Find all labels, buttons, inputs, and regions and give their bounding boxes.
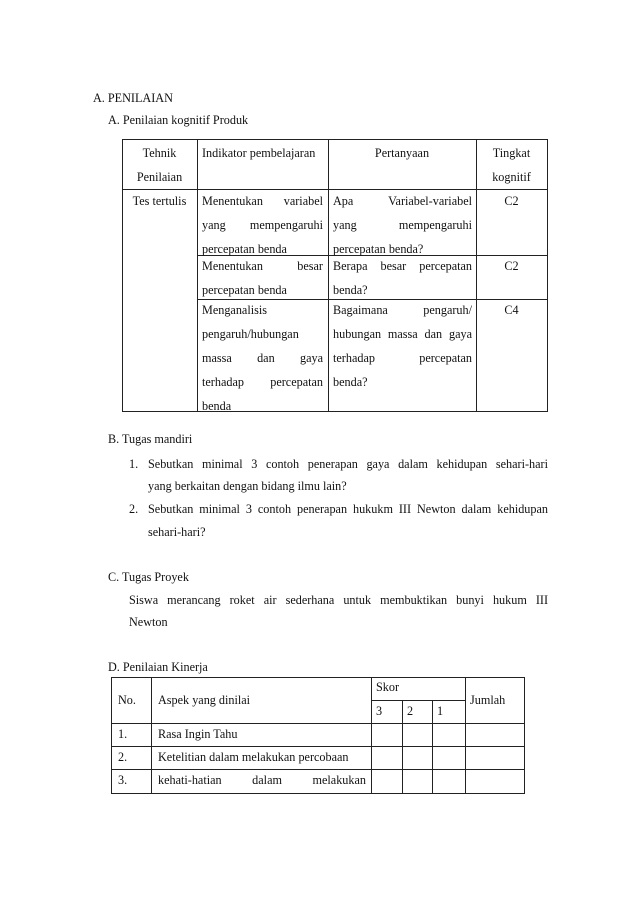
row1-indikator: Menentukan variabel yang mempengaruhi percepatan benda <box>202 194 323 256</box>
project-line2: Newton <box>129 615 168 629</box>
row2-pertanyaan: Berapa besar percepatan benda? <box>333 259 472 297</box>
perf-row2-aspek: Ketelitian dalam melakukan percobaan <box>158 750 349 764</box>
task-1-line2: yang berkaitan dengan bidang ilmu lain? <box>148 479 347 493</box>
task-2-number: 2. <box>129 502 139 516</box>
header-skor-1: 1 <box>437 704 444 718</box>
perf-row1-aspek: Rasa Ingin Tahu <box>158 727 238 741</box>
task-2-line2: sehari-hari? <box>148 525 206 539</box>
perf-row3-aspek: kehati-hatian dalam melakukan <box>158 773 366 787</box>
project-line1: Siswa merancang roket air sederhana untuk membuktikan bunyi hukum III <box>129 593 548 607</box>
header-skor-2: 2 <box>407 704 414 718</box>
row3-tingkat: C4 <box>504 303 519 317</box>
subsection-c-heading: C. Tugas Proyek <box>108 570 189 584</box>
row1-tingkat: C2 <box>504 194 519 208</box>
row2-indikator: Menentukan besar percepatan benda <box>202 259 323 297</box>
subsection-b-heading: B. Tugas mandiri <box>108 432 193 446</box>
task-2-line1: Sebutkan minimal 3 contoh penerapan hukukm III Newton dalam kehidupan <box>148 502 548 516</box>
row3-indikator: Menganalisis pengaruh/hubungan massa dan gaya terhadap percepatan benda <box>202 303 323 413</box>
row1-pertanyaan: Apa Variabel-variabel yang mempengaruhi percepatan benda? <box>333 194 472 256</box>
perf-row1-no: 1. <box>118 727 128 741</box>
perf-row3-no: 3. <box>118 773 128 787</box>
tehnik-value: Tes tertulis <box>132 194 187 208</box>
header-skor: Skor <box>376 680 400 694</box>
header-skor-3: 3 <box>376 704 383 718</box>
task-1-number: 1. <box>129 457 139 471</box>
header-tehnik: Tehnik Penilaian <box>136 146 183 184</box>
subsection-a-heading: A. Penilaian kognitif Produk <box>108 113 249 127</box>
header-jumlah: Jumlah <box>470 693 506 707</box>
row2-tingkat: C2 <box>504 259 519 273</box>
task-1-line1: Sebutkan minimal 3 contoh penerapan gaya dalam kehidupan sehari-hari <box>148 457 548 471</box>
section-a-heading: A. PENILAIAN <box>93 91 173 105</box>
row3-pertanyaan: Bagaimana pengaruh/ hubungan massa dan gaya terhadap percepatan benda? <box>333 303 472 389</box>
subsection-d-heading: D. Penilaian Kinerja <box>108 660 208 674</box>
header-tingkat: Tingkat kognitif <box>492 146 531 184</box>
perf-row2-no: 2. <box>118 750 128 764</box>
header-pertanyaan: Pertanyaan <box>374 146 430 160</box>
header-indikator: Indikator pembelajaran <box>202 146 316 160</box>
header-aspek: Aspek yang dinilai <box>158 693 251 707</box>
header-no: No. <box>118 693 136 707</box>
